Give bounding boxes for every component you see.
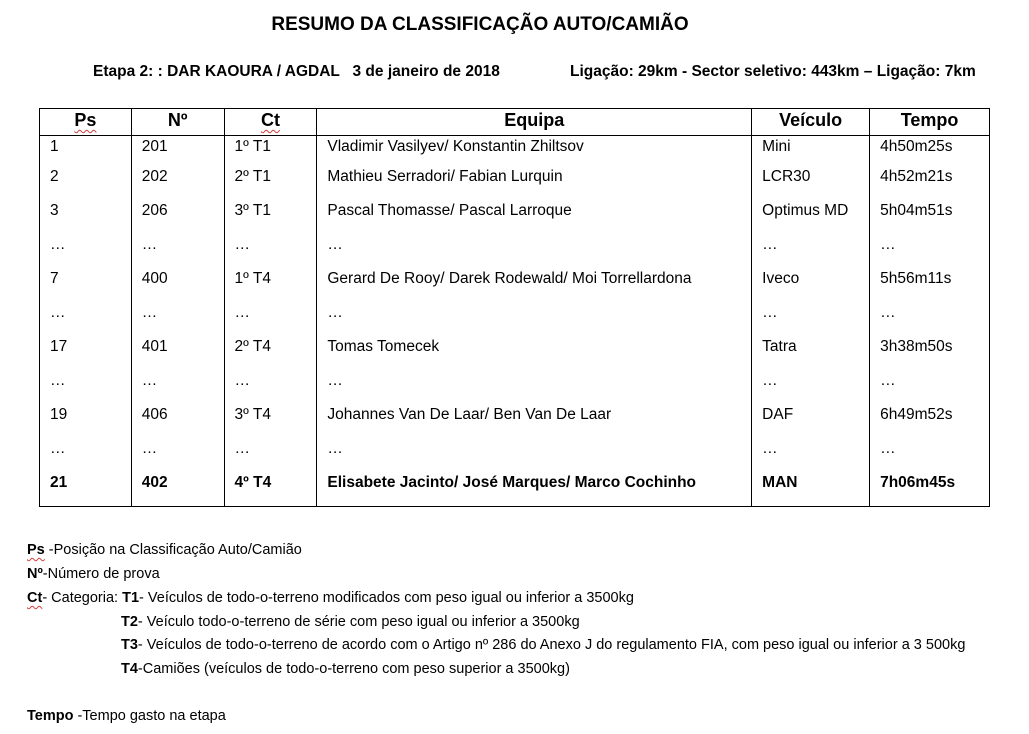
table-row: [40, 370, 990, 404]
cell-position: 1: [40, 136, 132, 167]
cell-time: …: [870, 234, 990, 268]
header-category: Ct: [224, 109, 317, 136]
table-row: [40, 404, 990, 438]
cell-time: 7h06m45s: [870, 472, 990, 507]
legend-tempo-text: -Tempo gasto na etapa: [73, 708, 226, 724]
cell-position: 19: [40, 404, 132, 438]
legend-ps-text: -Posição na Classificação Auto/Camião: [44, 542, 302, 558]
cell-vehicle: Tatra: [752, 336, 870, 370]
stage-info: Etapa 2: : DAR KAOURA / AGDAL 3 de janeiro de 2018: [93, 63, 500, 80]
table-row: [40, 200, 990, 234]
legend-number: [27, 566, 160, 582]
classification-table: [39, 108, 990, 507]
cell-vehicle: …: [752, 234, 870, 268]
legend-number-text: -Número de prova: [42, 566, 160, 582]
cell-number: …: [131, 234, 224, 268]
cell-team: …: [317, 234, 752, 268]
legend-category-text: - Categoria:: [42, 590, 123, 606]
table-row-highlighted: [40, 472, 990, 507]
cell-time: 3h38m50s: [870, 336, 990, 370]
cell-position: 2: [40, 166, 132, 200]
table-row: [40, 166, 990, 200]
cell-category: 1º T4: [224, 268, 317, 302]
legend-t2: [121, 614, 580, 630]
header-ps: Ps: [40, 109, 132, 136]
cell-position: 7: [40, 268, 132, 302]
cell-number: …: [131, 302, 224, 336]
legend-t3-key: T3: [121, 637, 138, 653]
legend-t3-text: - Veículos de todo-o-terreno de acordo com o Artigo nº 286 do Anexo J do regulamento FIA, com peso igual ou inferior a 3 500kg: [137, 637, 966, 653]
table-row: [40, 302, 990, 336]
cell-vehicle: MAN: [752, 472, 870, 507]
cell-team: Gerard De Rooy/ Darek Rodewald/ Moi Torrellardona: [317, 268, 752, 302]
legend-t1-key: T1: [122, 590, 140, 606]
legend-t1-text: - Veículos de todo-o-terreno modificados com peso igual ou inferior a 3500kg: [139, 590, 634, 606]
cell-position: 3: [40, 200, 132, 234]
legend-t4-key: T4: [121, 661, 138, 677]
table-row: [40, 136, 990, 167]
cell-team: …: [317, 370, 752, 404]
cell-time: 6h49m52s: [870, 404, 990, 438]
cell-vehicle: LCR30: [752, 166, 870, 200]
cell-team: Elisabete Jacinto/ José Marques/ Marco Cochinho: [317, 472, 752, 507]
cell-category: …: [224, 302, 317, 336]
cell-time: 4h50m25s: [870, 136, 990, 167]
cell-team: Tomas Tomecek: [317, 336, 752, 370]
legend-ps-key: Ps: [27, 542, 45, 558]
cell-position: …: [40, 234, 132, 268]
table-row: [40, 438, 990, 472]
cell-time: 5h56m11s: [870, 268, 990, 302]
cell-category: 3º T4: [224, 404, 317, 438]
legend-tempo: [27, 708, 226, 724]
cell-number: 406: [131, 404, 224, 438]
cell-time: …: [870, 302, 990, 336]
legend-t4-text: -Camiões (veículos de todo-o-terreno com peso superior a 3500kg): [137, 661, 570, 677]
cell-position: 21: [40, 472, 132, 507]
table-row: [40, 268, 990, 302]
cell-number: 402: [131, 472, 224, 507]
table-row: [40, 336, 990, 370]
cell-number: 201: [131, 136, 224, 167]
table-row: [40, 234, 990, 268]
cell-category: 1º T1: [224, 136, 317, 167]
cell-time: 4h52m21s: [870, 166, 990, 200]
cell-category: 4º T4: [224, 472, 317, 507]
document-title: RESUMO DA CLASSIFICAÇÃO AUTO/CAMIÃO: [271, 14, 689, 35]
cell-position: …: [40, 438, 132, 472]
cell-position: 17: [40, 336, 132, 370]
table-header-row: [40, 109, 990, 136]
cell-position: …: [40, 302, 132, 336]
cell-time: …: [870, 370, 990, 404]
cell-number: 400: [131, 268, 224, 302]
legend-tempo-key: Tempo: [27, 708, 74, 724]
cell-position: …: [40, 370, 132, 404]
cell-team: …: [317, 302, 752, 336]
legend-category: [27, 590, 634, 606]
cell-vehicle: …: [752, 370, 870, 404]
cell-time: 5h04m51s: [870, 200, 990, 234]
cell-category: …: [224, 234, 317, 268]
header-number: Nº: [131, 109, 224, 136]
cell-team: Pascal Thomasse/ Pascal Larroque: [317, 200, 752, 234]
cell-category: …: [224, 370, 317, 404]
cell-number: 206: [131, 200, 224, 234]
header-team: Equipa: [317, 109, 752, 136]
cell-team: Vladimir Vasilyev/ Konstantin Zhiltsov: [317, 136, 752, 167]
cell-team: …: [317, 438, 752, 472]
cell-vehicle: Optimus MD: [752, 200, 870, 234]
legend-ps: [27, 542, 302, 558]
cell-category: 3º T1: [224, 200, 317, 234]
legend-category-key: Ct: [27, 590, 43, 606]
cell-category: …: [224, 438, 317, 472]
cell-vehicle: …: [752, 302, 870, 336]
cell-vehicle: Mini: [752, 136, 870, 167]
cell-category: 2º T1: [224, 166, 317, 200]
cell-number: …: [131, 370, 224, 404]
header-time: Tempo: [870, 109, 990, 136]
legend-number-key: Nº: [27, 566, 43, 582]
cell-number: …: [131, 438, 224, 472]
cell-time: …: [870, 438, 990, 472]
legend-t3: [121, 637, 965, 653]
cell-team: Mathieu Serradori/ Fabian Lurquin: [317, 166, 752, 200]
cell-vehicle: …: [752, 438, 870, 472]
legend-t2-key: T2: [121, 614, 138, 630]
cell-number: 401: [131, 336, 224, 370]
cell-team: Johannes Van De Laar/ Ben Van De Laar: [317, 404, 752, 438]
header-vehicle: Veículo: [752, 109, 870, 136]
cell-category: 2º T4: [224, 336, 317, 370]
cell-number: 202: [131, 166, 224, 200]
legend-t4: [121, 661, 570, 677]
distance-info: Ligação: 29km - Sector seletivo: 443km – Ligação: 7km: [570, 63, 976, 80]
cell-vehicle: DAF: [752, 404, 870, 438]
legend-t2-text: - Veículo todo-o-terreno de série com peso igual ou inferior a 3500kg: [137, 614, 580, 630]
cell-vehicle: Iveco: [752, 268, 870, 302]
